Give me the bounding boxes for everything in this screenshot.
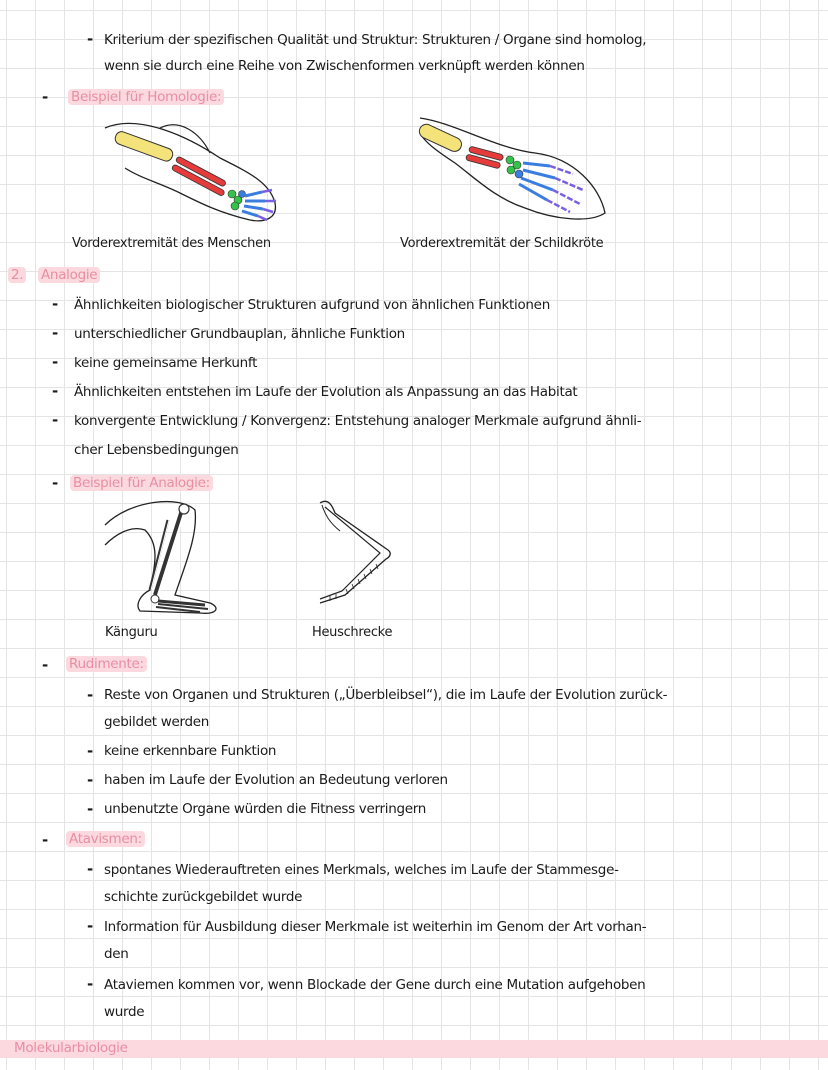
bullet: - bbox=[42, 656, 49, 674]
analogy-bullet: Ähnlichkeiten entstehen im Laufe der Evolution als Anpassung an das Habitat bbox=[74, 384, 578, 400]
bullet: - bbox=[87, 800, 94, 818]
atavisms-item1-line1: spontanes Wiederauftreten eines Merkmals, welches im Laufe der Stammesge- bbox=[104, 862, 619, 878]
bullet: - bbox=[52, 382, 59, 400]
bullet: - bbox=[52, 295, 59, 313]
caption-grasshopper: Heuschrecke bbox=[312, 625, 393, 640]
bullet: - bbox=[87, 686, 94, 704]
section-number-analogy: 2. bbox=[8, 267, 26, 283]
analogy-heading: Analogie bbox=[38, 267, 100, 283]
atavisms-item3-line2: wurde bbox=[104, 1004, 145, 1020]
caption-human-forelimb: Vorderextremität des Menschen bbox=[72, 236, 271, 251]
rudiments-heading: Rudimente: bbox=[66, 656, 147, 672]
rudiments-item1-line1: Reste von Organen und Strukturen („Überbleibsel“), die im Laufe der Evolution zurück- bbox=[104, 687, 668, 703]
atavisms-heading: Atavismen: bbox=[66, 831, 145, 847]
bullet: - bbox=[87, 860, 94, 878]
human-forelimb-illustration bbox=[100, 108, 300, 228]
homology-criterion-line1: Kriterium der spezifischen Qualität und Struktur: Strukturen / Organe sind homolog, bbox=[104, 32, 647, 48]
bullet: - bbox=[87, 771, 94, 789]
homology-example-heading: Beispiel für Homologie: bbox=[68, 89, 224, 105]
grasshopper-leg-illustration bbox=[300, 495, 430, 615]
bullet: - bbox=[42, 88, 49, 106]
turtle-forelimb-illustration bbox=[415, 108, 615, 228]
analogy-bullet: keine gemeinsame Herkunft bbox=[74, 355, 258, 371]
rudiments-item: haben im Laufe der Evolution an Bedeutung verloren bbox=[104, 772, 448, 788]
bullet: - bbox=[42, 831, 49, 849]
analogy-bullet: unterschiedlicher Grundbauplan, ähnliche Funktion bbox=[74, 326, 405, 342]
bullet: - bbox=[87, 975, 94, 993]
atavisms-item2-line2: den bbox=[104, 946, 129, 962]
bullet: - bbox=[52, 324, 59, 342]
bullet: - bbox=[87, 30, 94, 48]
analogy-convergence-line1: konvergente Entwicklung / Konvergenz: Entstehung analoger Merkmale aufgrund ähnli- bbox=[74, 413, 642, 429]
atavisms-item2-line1: Information für Ausbildung dieser Merkmale ist weiterhin im Genom der Art vorhan- bbox=[104, 919, 647, 935]
kangaroo-leg-illustration bbox=[100, 495, 230, 620]
analogy-bullet: Ähnlichkeiten biologischer Strukturen aufgrund von ähnlichen Funktionen bbox=[74, 297, 550, 313]
analogy-example-heading: Beispiel für Analogie: bbox=[70, 475, 213, 491]
caption-turtle-forelimb: Vorderextremität der Schildkröte bbox=[400, 236, 604, 251]
rudiments-item: keine erkennbare Funktion bbox=[104, 743, 277, 759]
bullet: - bbox=[52, 411, 59, 429]
atavisms-item3-line1: Ataviemen kommen vor, wenn Blockade der Gene durch eine Mutation aufgehoben bbox=[104, 977, 646, 993]
bullet: - bbox=[52, 353, 59, 371]
analogy-convergence-line2: cher Lebensbedingungen bbox=[74, 442, 239, 458]
bullet: - bbox=[52, 474, 59, 492]
next-section-title: Molekularbiologie bbox=[14, 1040, 128, 1056]
bullet: - bbox=[87, 917, 94, 935]
bullet: - bbox=[87, 742, 94, 760]
caption-kangaroo: Känguru bbox=[105, 625, 158, 640]
rudiments-item1-line2: gebildet werden bbox=[104, 714, 209, 730]
atavisms-item1-line2: schichte zurückgebildet wurde bbox=[104, 889, 303, 905]
rudiments-item: unbenutzte Organe würden die Fitness verringern bbox=[104, 801, 427, 817]
homology-criterion-line2: wenn sie durch eine Reihe von Zwischenformen verknüpft werden können bbox=[104, 58, 585, 74]
